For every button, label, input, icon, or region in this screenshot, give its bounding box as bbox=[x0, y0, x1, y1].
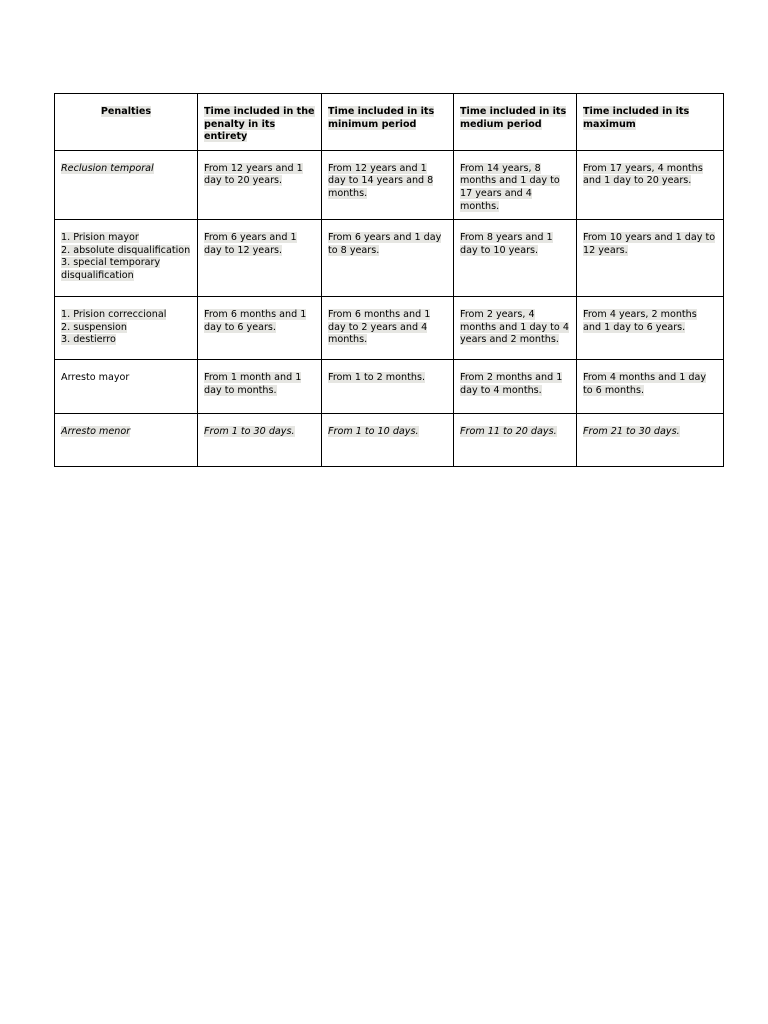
entirety-cell: From 12 years and 1 day to 20 years. bbox=[198, 150, 322, 219]
table-row bbox=[55, 220, 724, 297]
entirety-cell: From 1 month and 1 day to months. bbox=[198, 360, 322, 414]
entirety-cell: From 6 months and 1 day to 6 years. bbox=[198, 297, 322, 360]
entirety-cell: From 1 to 30 days. bbox=[198, 414, 322, 467]
penalty-cell: 1. Prision mayor 2. absolute disqualification 3. special temporary disqualification bbox=[55, 220, 198, 297]
medium-cell: From 14 years, 8 months and 1 day to 17 years and 4 months. bbox=[454, 150, 577, 219]
minimum-cell: From 12 years and 1 day to 14 years and 8 months. bbox=[322, 150, 454, 219]
penalties-table bbox=[54, 93, 724, 467]
header-cell-penalties: Penalties bbox=[55, 94, 198, 151]
maximum-cell: From 4 years, 2 months and 1 day to 6 years. bbox=[577, 297, 724, 360]
penalty-cell: 1. Prision correccional 2. suspension 3. destierro bbox=[55, 297, 198, 360]
table-row bbox=[55, 150, 724, 219]
table-header-row bbox=[55, 94, 724, 151]
penalty-cell: Arresto mayor bbox=[55, 360, 198, 414]
header-cell-minimum: Time included in its minimum period bbox=[322, 94, 454, 151]
maximum-cell: From 17 years, 4 months and 1 day to 20 years. bbox=[577, 150, 724, 219]
minimum-cell: From 6 years and 1 day to 8 years. bbox=[322, 220, 454, 297]
table-row bbox=[55, 414, 724, 467]
minimum-cell: From 1 to 2 months. bbox=[322, 360, 454, 414]
medium-cell: From 11 to 20 days. bbox=[454, 414, 577, 467]
medium-cell: From 2 years, 4 months and 1 day to 4 years and 2 months. bbox=[454, 297, 577, 360]
penalty-cell: Arresto menor bbox=[55, 414, 198, 467]
table-row bbox=[55, 360, 724, 414]
medium-cell: From 8 years and 1 day to 10 years. bbox=[454, 220, 577, 297]
maximum-cell: From 21 to 30 days. bbox=[577, 414, 724, 467]
penalty-cell: Reclusion temporal bbox=[55, 150, 198, 219]
minimum-cell: From 6 months and 1 day to 2 years and 4 months. bbox=[322, 297, 454, 360]
maximum-cell: From 4 months and 1 day to 6 months. bbox=[577, 360, 724, 414]
minimum-cell: From 1 to 10 days. bbox=[322, 414, 454, 467]
table-row bbox=[55, 297, 724, 360]
header-cell-entirety: Time included in the penalty in its entirety bbox=[198, 94, 322, 151]
header-cell-maximum: Time included in its maximum bbox=[577, 94, 724, 151]
entirety-cell: From 6 years and 1 day to 12 years. bbox=[198, 220, 322, 297]
medium-cell: From 2 months and 1 day to 4 months. bbox=[454, 360, 577, 414]
header-cell-medium: Time included in its medium period bbox=[454, 94, 577, 151]
maximum-cell: From 10 years and 1 day to 12 years. bbox=[577, 220, 724, 297]
